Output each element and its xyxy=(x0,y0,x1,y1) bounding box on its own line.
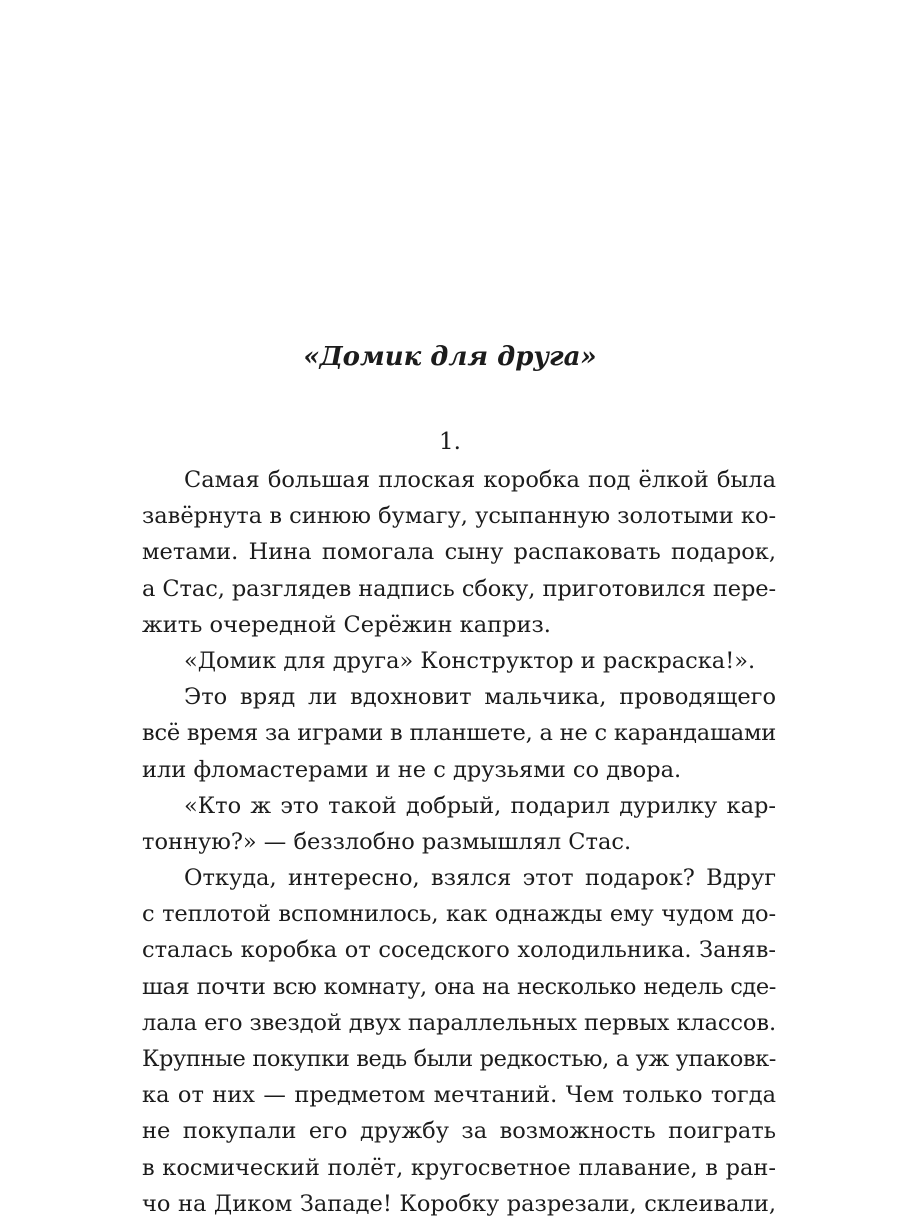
text-line: шая почти всю комнату, она на несколько недель сде- xyxy=(142,973,776,1000)
text-line: Это вряд ли вдохновит мальчика, проводящего xyxy=(184,684,776,711)
text-line: лала его звездой двух параллельных первых классов. xyxy=(142,1009,776,1036)
text-line: завёрнута в синюю бумагу, усыпанную золотыми ко- xyxy=(142,503,777,530)
text-line: тонную?» — беззлобно размышлял Стас. xyxy=(142,828,632,855)
text-line: не покупали его дружбу за возможность поиграть xyxy=(142,1118,776,1145)
story-title: «Домик для друга» xyxy=(303,342,597,372)
text-line: Крупные покупки ведь были редкостью, а уж упаковк- xyxy=(142,1046,776,1072)
text-line: метами. Нина помогала сыну распаковать подарок, xyxy=(142,539,776,566)
text-line: Откуда, интересно, взялся этот подарок? Вдруг xyxy=(184,865,776,892)
text-line: с теплотой вспомнилось, как однажды ему чудом до- xyxy=(142,901,776,928)
text-line: жить очередной Серёжин каприз. xyxy=(142,611,551,638)
text-line: всё время за играми в планшете, а не с карандашами xyxy=(142,720,777,747)
text-line: «Кто ж это такой добрый, подарил дурилку кар- xyxy=(184,792,776,819)
text-line: в космический полёт, кругосветное плавание, в ран- xyxy=(142,1154,776,1181)
body-text xyxy=(142,462,776,1222)
text-line: чо на Диком Западе! Коробку разрезали, склеивали, xyxy=(142,1190,776,1217)
text-line: Самая большая плоская коробка под ёлкой была xyxy=(184,467,776,493)
text-line: а Стас, разглядев надпись сбоку, приготовился пере- xyxy=(142,575,776,602)
text-line: «Домик для друга» Конструктор и раскраска!». xyxy=(184,647,756,674)
chapter-number: 1. xyxy=(439,429,461,455)
text-line: или фломастерами и не с друзьями со двора. xyxy=(142,756,682,783)
text-line: сталась коробка от соседского холодильника. Заняв- xyxy=(142,937,776,964)
text-line: ка от них — предметом мечтаний. Чем только тогда xyxy=(142,1082,776,1109)
